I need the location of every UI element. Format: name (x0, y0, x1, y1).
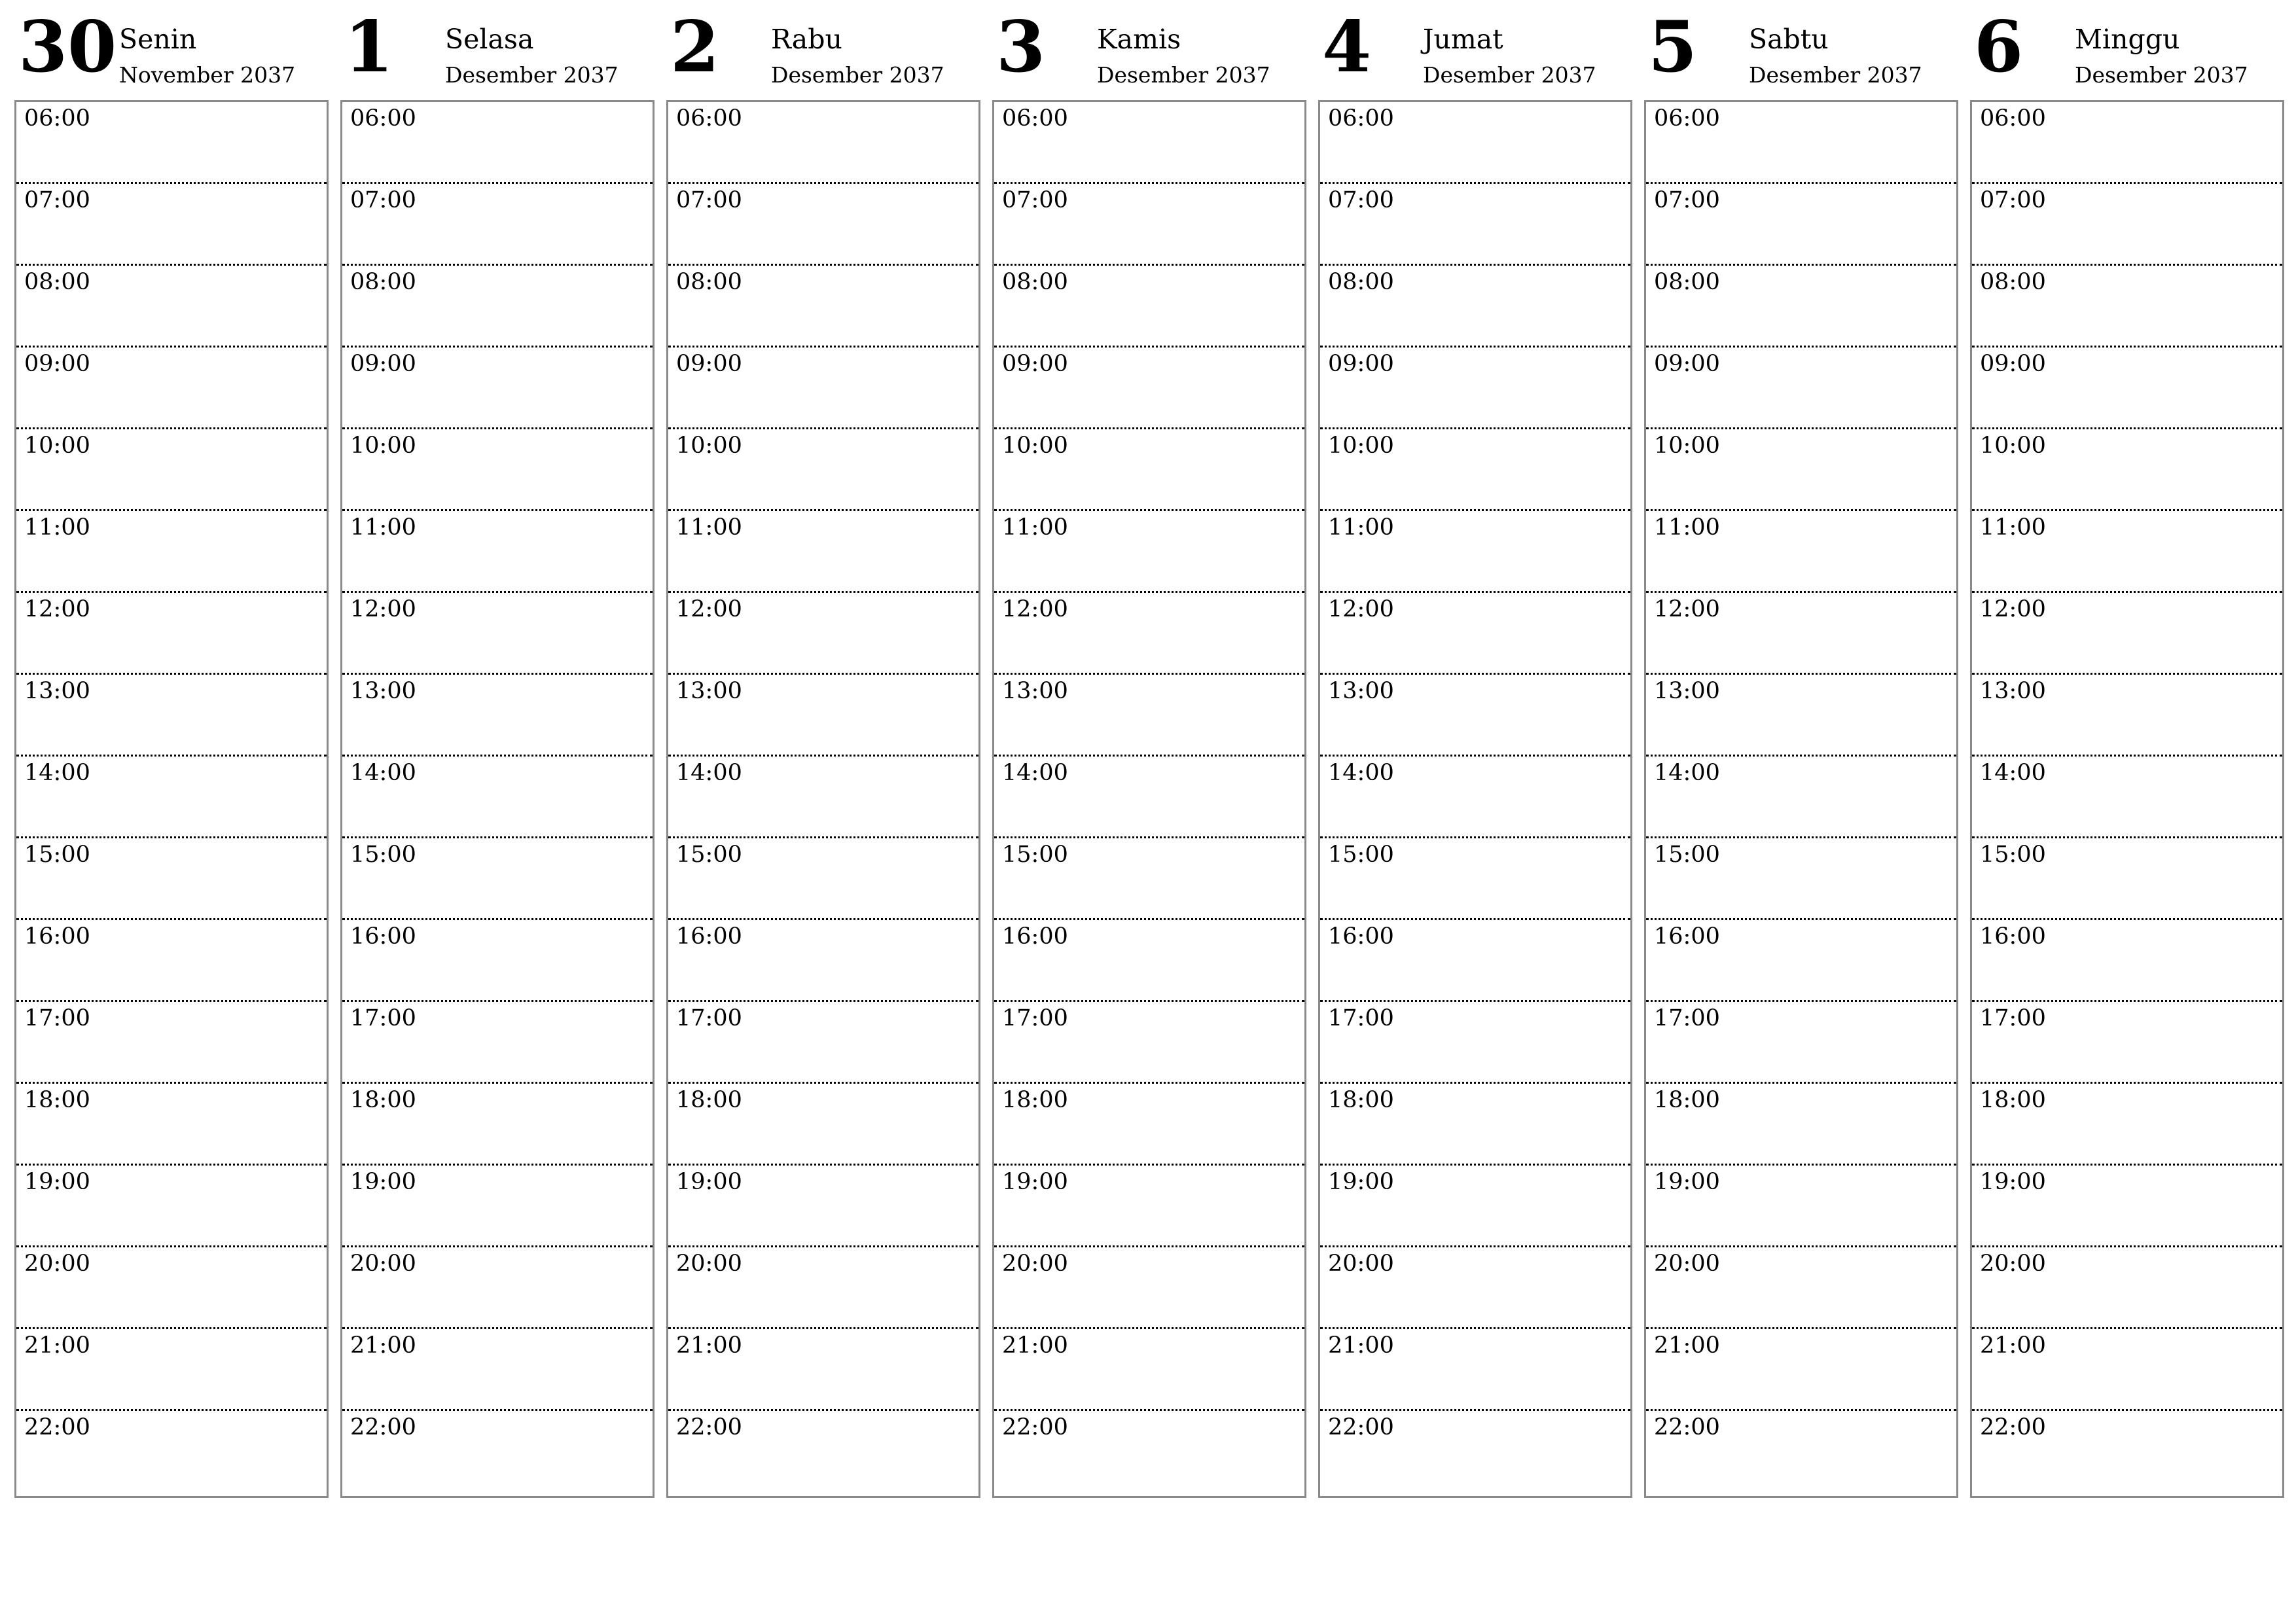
time-label: 19:00 (1002, 1169, 1068, 1195)
time-slot[interactable] (1972, 1411, 2282, 1493)
time-slot[interactable] (1972, 1329, 2282, 1411)
time-slot[interactable] (1972, 1084, 2282, 1166)
time-slot[interactable] (342, 1329, 653, 1411)
time-label: 21:00 (1980, 1332, 2046, 1359)
day-header (14, 0, 327, 98)
time-label: 10:00 (24, 433, 90, 459)
time-label: 21:00 (1328, 1332, 1394, 1359)
time-slot[interactable] (1320, 1002, 1630, 1084)
time-label: 16:00 (1980, 923, 2046, 950)
day-column (340, 0, 653, 1500)
time-slot[interactable] (342, 1084, 653, 1166)
time-slot[interactable] (1972, 511, 2282, 593)
time-slot[interactable] (1646, 184, 1956, 266)
time-label: 08:00 (24, 269, 90, 295)
time-label: 21:00 (676, 1332, 742, 1359)
time-slot[interactable] (16, 1166, 327, 1247)
time-slot[interactable] (16, 757, 327, 838)
time-label: 06:00 (1980, 105, 2046, 132)
time-label: 11:00 (1002, 514, 1068, 541)
time-label: 21:00 (24, 1332, 90, 1359)
day-month-year: Desember 2037 (771, 62, 944, 88)
time-label: 22:00 (1328, 1414, 1394, 1440)
time-label: 13:00 (350, 678, 416, 704)
day-schedule-box[interactable] (14, 100, 329, 1498)
time-slot[interactable] (16, 1411, 327, 1493)
time-slot[interactable] (342, 511, 653, 593)
time-slot[interactable] (668, 1166, 978, 1247)
time-label: 16:00 (676, 923, 742, 950)
day-month-year: Desember 2037 (1423, 62, 1596, 88)
time-label: 19:00 (1328, 1169, 1394, 1195)
day-name: Jumat (1423, 24, 1503, 55)
time-label: 12:00 (1328, 596, 1394, 622)
day-header (666, 0, 979, 98)
time-label: 16:00 (350, 923, 416, 950)
time-slot[interactable] (994, 266, 1304, 348)
time-slot[interactable] (16, 675, 327, 757)
day-column (1318, 0, 1631, 1500)
time-slot[interactable] (342, 920, 653, 1002)
time-slot[interactable] (1972, 266, 2282, 348)
time-label: 16:00 (1002, 923, 1068, 950)
time-label: 11:00 (1328, 514, 1394, 541)
day-column (666, 0, 979, 1500)
time-slot[interactable] (668, 1247, 978, 1329)
time-label: 13:00 (24, 678, 90, 704)
time-label: 09:00 (676, 351, 742, 377)
time-label: 17:00 (1328, 1005, 1394, 1031)
time-label: 20:00 (24, 1251, 90, 1277)
time-slot[interactable] (1320, 1084, 1630, 1166)
day-name: Rabu (771, 24, 842, 55)
time-slot[interactable] (342, 593, 653, 675)
time-label: 10:00 (1654, 433, 1720, 459)
time-slot[interactable] (1646, 1247, 1956, 1329)
time-slot[interactable] (1972, 593, 2282, 675)
time-slot[interactable] (1320, 757, 1630, 838)
time-label: 14:00 (350, 760, 416, 786)
time-slot[interactable] (994, 593, 1304, 675)
day-number: 5 (1648, 6, 1698, 88)
time-slot[interactable] (668, 920, 978, 1002)
day-month-year: Desember 2037 (1097, 62, 1270, 88)
weekly-planner (14, 0, 2292, 1505)
time-slot[interactable] (668, 429, 978, 511)
time-label: 15:00 (1328, 842, 1394, 868)
time-label: 10:00 (1980, 433, 2046, 459)
time-slot[interactable] (1320, 1166, 1630, 1247)
time-label: 19:00 (676, 1169, 742, 1195)
time-slot[interactable] (342, 348, 653, 429)
time-slot[interactable] (1646, 1329, 1956, 1411)
day-schedule-box[interactable] (1318, 100, 1632, 1498)
time-label: 09:00 (1654, 351, 1720, 377)
time-slot[interactable] (1320, 1247, 1630, 1329)
time-label: 08:00 (1654, 269, 1720, 295)
time-slot[interactable] (668, 348, 978, 429)
time-label: 19:00 (1654, 1169, 1720, 1195)
time-label: 18:00 (1980, 1087, 2046, 1113)
time-label: 09:00 (24, 351, 90, 377)
time-slot[interactable] (1320, 429, 1630, 511)
time-label: 06:00 (24, 105, 90, 132)
time-label: 06:00 (676, 105, 742, 132)
day-month-year: Desember 2037 (445, 62, 619, 88)
time-slot[interactable] (1972, 102, 2282, 184)
time-label: 22:00 (1980, 1414, 2046, 1440)
day-number: 3 (996, 6, 1046, 88)
time-label: 13:00 (676, 678, 742, 704)
time-slot[interactable] (994, 838, 1304, 920)
time-slot[interactable] (1320, 675, 1630, 757)
time-label: 10:00 (1328, 433, 1394, 459)
time-label: 19:00 (24, 1169, 90, 1195)
time-slot[interactable] (342, 102, 653, 184)
day-number: 30 (18, 6, 117, 88)
time-label: 12:00 (1980, 596, 2046, 622)
time-label: 22:00 (1002, 1414, 1068, 1440)
time-slot[interactable] (342, 1002, 653, 1084)
day-name: Sabtu (1749, 24, 1829, 55)
day-header (1644, 0, 1957, 98)
time-slot[interactable] (1646, 266, 1956, 348)
time-label: 17:00 (1980, 1005, 2046, 1031)
day-schedule-box[interactable] (1970, 100, 2284, 1498)
time-slot[interactable] (994, 102, 1304, 184)
day-column (992, 0, 1305, 1500)
time-slot[interactable] (1646, 593, 1956, 675)
day-header (992, 0, 1305, 98)
time-slot[interactable] (1320, 266, 1630, 348)
time-slot[interactable] (994, 429, 1304, 511)
time-slot[interactable] (668, 1084, 978, 1166)
time-label: 14:00 (1328, 760, 1394, 786)
time-slot[interactable] (994, 1329, 1304, 1411)
time-slot[interactable] (342, 675, 653, 757)
time-label: 16:00 (1328, 923, 1394, 950)
day-header (340, 0, 653, 98)
day-number: 6 (1974, 6, 2024, 88)
time-slot[interactable] (1320, 1411, 1630, 1493)
time-label: 07:00 (1980, 187, 2046, 213)
time-slot[interactable] (668, 593, 978, 675)
day-column (14, 0, 327, 1500)
time-slot[interactable] (16, 511, 327, 593)
day-column (1970, 0, 2283, 1500)
time-label: 06:00 (350, 105, 416, 132)
day-header (1318, 0, 1631, 98)
time-slot[interactable] (1972, 1002, 2282, 1084)
day-schedule-box[interactable] (340, 100, 655, 1498)
time-slot[interactable] (668, 675, 978, 757)
time-label: 18:00 (676, 1087, 742, 1113)
time-slot[interactable] (1646, 920, 1956, 1002)
time-label: 17:00 (1002, 1005, 1068, 1031)
time-slot[interactable] (16, 1329, 327, 1411)
time-slot[interactable] (16, 102, 327, 184)
time-slot[interactable] (668, 757, 978, 838)
time-label: 11:00 (676, 514, 742, 541)
time-slot[interactable] (1646, 511, 1956, 593)
time-label: 07:00 (24, 187, 90, 213)
time-label: 14:00 (1002, 760, 1068, 786)
time-slot[interactable] (16, 593, 327, 675)
time-slot[interactable] (994, 511, 1304, 593)
time-label: 22:00 (350, 1414, 416, 1440)
time-label: 15:00 (1002, 842, 1068, 868)
time-slot[interactable] (994, 184, 1304, 266)
day-schedule-box[interactable] (1644, 100, 1958, 1498)
time-label: 18:00 (350, 1087, 416, 1113)
time-label: 07:00 (1328, 187, 1394, 213)
time-slot[interactable] (16, 1247, 327, 1329)
time-label: 09:00 (1328, 351, 1394, 377)
time-label: 20:00 (350, 1251, 416, 1277)
time-slot[interactable] (994, 1411, 1304, 1493)
time-slot[interactable] (1320, 1329, 1630, 1411)
time-slot[interactable] (16, 429, 327, 511)
time-label: 17:00 (1654, 1005, 1720, 1031)
time-label: 07:00 (676, 187, 742, 213)
time-slot[interactable] (342, 1247, 653, 1329)
time-label: 14:00 (1980, 760, 2046, 786)
time-slot[interactable] (1972, 348, 2282, 429)
time-slot[interactable] (1320, 920, 1630, 1002)
time-label: 15:00 (24, 842, 90, 868)
time-slot[interactable] (16, 266, 327, 348)
time-slot[interactable] (16, 920, 327, 1002)
time-label: 13:00 (1980, 678, 2046, 704)
time-label: 18:00 (1328, 1087, 1394, 1113)
time-label: 06:00 (1328, 105, 1394, 132)
time-slot[interactable] (1320, 184, 1630, 266)
day-name: Senin (119, 24, 197, 55)
time-slot[interactable] (668, 1329, 978, 1411)
time-slot[interactable] (1646, 102, 1956, 184)
time-label: 07:00 (350, 187, 416, 213)
time-label: 18:00 (24, 1087, 90, 1113)
time-label: 20:00 (1654, 1251, 1720, 1277)
time-label: 22:00 (1654, 1414, 1720, 1440)
day-schedule-box[interactable] (992, 100, 1306, 1498)
time-label: 21:00 (1002, 1332, 1068, 1359)
day-month-year: November 2037 (119, 62, 296, 88)
day-number: 4 (1322, 6, 1372, 88)
time-slot[interactable] (1646, 838, 1956, 920)
time-slot[interactable] (16, 1002, 327, 1084)
time-label: 09:00 (1002, 351, 1068, 377)
time-slot[interactable] (994, 1002, 1304, 1084)
time-slot[interactable] (1972, 675, 2282, 757)
time-slot[interactable] (1320, 511, 1630, 593)
time-label: 06:00 (1002, 105, 1068, 132)
time-slot[interactable] (1646, 1002, 1956, 1084)
time-slot[interactable] (1320, 593, 1630, 675)
time-label: 14:00 (1654, 760, 1720, 786)
time-slot[interactable] (342, 838, 653, 920)
time-label: 16:00 (24, 923, 90, 950)
time-slot[interactable] (342, 1411, 653, 1493)
time-label: 07:00 (1654, 187, 1720, 213)
time-label: 20:00 (1002, 1251, 1068, 1277)
time-label: 22:00 (24, 1414, 90, 1440)
time-slot[interactable] (994, 757, 1304, 838)
time-slot[interactable] (668, 838, 978, 920)
time-slot[interactable] (16, 348, 327, 429)
time-slot[interactable] (1646, 1166, 1956, 1247)
time-slot[interactable] (1972, 1247, 2282, 1329)
time-slot[interactable] (1646, 675, 1956, 757)
time-label: 11:00 (1980, 514, 2046, 541)
day-schedule-box[interactable] (666, 100, 980, 1498)
time-slot[interactable] (1646, 348, 1956, 429)
time-slot[interactable] (1646, 429, 1956, 511)
time-slot[interactable] (1972, 184, 2282, 266)
time-label: 16:00 (1654, 923, 1720, 950)
time-slot[interactable] (668, 184, 978, 266)
time-label: 06:00 (1654, 105, 1720, 132)
day-name: Selasa (445, 24, 534, 55)
time-label: 14:00 (676, 760, 742, 786)
time-label: 20:00 (676, 1251, 742, 1277)
time-slot[interactable] (342, 184, 653, 266)
time-label: 22:00 (676, 1414, 742, 1440)
time-label: 19:00 (350, 1169, 416, 1195)
time-slot[interactable] (994, 1247, 1304, 1329)
day-name: Kamis (1097, 24, 1181, 55)
time-slot[interactable] (1320, 838, 1630, 920)
time-label: 19:00 (1980, 1169, 2046, 1195)
time-label: 21:00 (350, 1332, 416, 1359)
day-name: Minggu (2075, 24, 2180, 55)
time-label: 14:00 (24, 760, 90, 786)
time-slot[interactable] (16, 184, 327, 266)
time-label: 10:00 (1002, 433, 1068, 459)
time-slot[interactable] (1972, 1166, 2282, 1247)
time-slot[interactable] (1646, 1084, 1956, 1166)
time-label: 20:00 (1328, 1251, 1394, 1277)
time-slot[interactable] (994, 1084, 1304, 1166)
time-slot[interactable] (994, 1166, 1304, 1247)
time-slot[interactable] (1320, 348, 1630, 429)
time-label: 17:00 (350, 1005, 416, 1031)
time-label: 13:00 (1328, 678, 1394, 704)
time-slot[interactable] (1320, 102, 1630, 184)
time-slot[interactable] (342, 1166, 653, 1247)
time-label: 09:00 (1980, 351, 2046, 377)
time-label: 08:00 (676, 269, 742, 295)
time-slot[interactable] (668, 1002, 978, 1084)
time-slot[interactable] (668, 266, 978, 348)
time-slot[interactable] (1646, 1411, 1956, 1493)
time-slot[interactable] (1972, 429, 2282, 511)
time-slot[interactable] (342, 429, 653, 511)
time-label: 15:00 (1654, 842, 1720, 868)
time-label: 08:00 (1980, 269, 2046, 295)
time-slot[interactable] (1646, 757, 1956, 838)
time-label: 18:00 (1654, 1087, 1720, 1113)
time-slot[interactable] (1972, 838, 2282, 920)
time-label: 09:00 (350, 351, 416, 377)
time-slot[interactable] (994, 920, 1304, 1002)
day-number: 1 (344, 6, 394, 88)
time-label: 11:00 (350, 514, 416, 541)
time-slot[interactable] (342, 266, 653, 348)
time-label: 12:00 (1002, 596, 1068, 622)
time-slot[interactable] (668, 102, 978, 184)
day-number: 2 (670, 6, 720, 88)
time-label: 21:00 (1654, 1332, 1720, 1359)
time-label: 13:00 (1654, 678, 1720, 704)
time-slot[interactable] (1972, 757, 2282, 838)
day-header (1970, 0, 2283, 98)
time-slot[interactable] (668, 1411, 978, 1493)
time-label: 10:00 (676, 433, 742, 459)
time-label: 18:00 (1002, 1087, 1068, 1113)
time-label: 17:00 (24, 1005, 90, 1031)
time-label: 12:00 (676, 596, 742, 622)
time-label: 17:00 (676, 1005, 742, 1031)
time-slot[interactable] (342, 757, 653, 838)
time-label: 11:00 (24, 514, 90, 541)
time-slot[interactable] (668, 511, 978, 593)
time-slot[interactable] (1972, 920, 2282, 1002)
time-label: 15:00 (1980, 842, 2046, 868)
time-slot[interactable] (16, 1084, 327, 1166)
day-month-year: Desember 2037 (1749, 62, 1922, 88)
time-slot[interactable] (16, 838, 327, 920)
day-column (1644, 0, 1957, 1500)
time-label: 12:00 (24, 596, 90, 622)
time-label: 15:00 (676, 842, 742, 868)
time-label: 07:00 (1002, 187, 1068, 213)
time-label: 15:00 (350, 842, 416, 868)
day-month-year: Desember 2037 (2075, 62, 2248, 88)
time-slot[interactable] (994, 348, 1304, 429)
time-label: 12:00 (350, 596, 416, 622)
time-label: 13:00 (1002, 678, 1068, 704)
time-label: 08:00 (1328, 269, 1394, 295)
time-label: 12:00 (1654, 596, 1720, 622)
time-slot[interactable] (994, 675, 1304, 757)
time-label: 10:00 (350, 433, 416, 459)
time-label: 20:00 (1980, 1251, 2046, 1277)
time-label: 08:00 (350, 269, 416, 295)
time-label: 08:00 (1002, 269, 1068, 295)
time-label: 11:00 (1654, 514, 1720, 541)
